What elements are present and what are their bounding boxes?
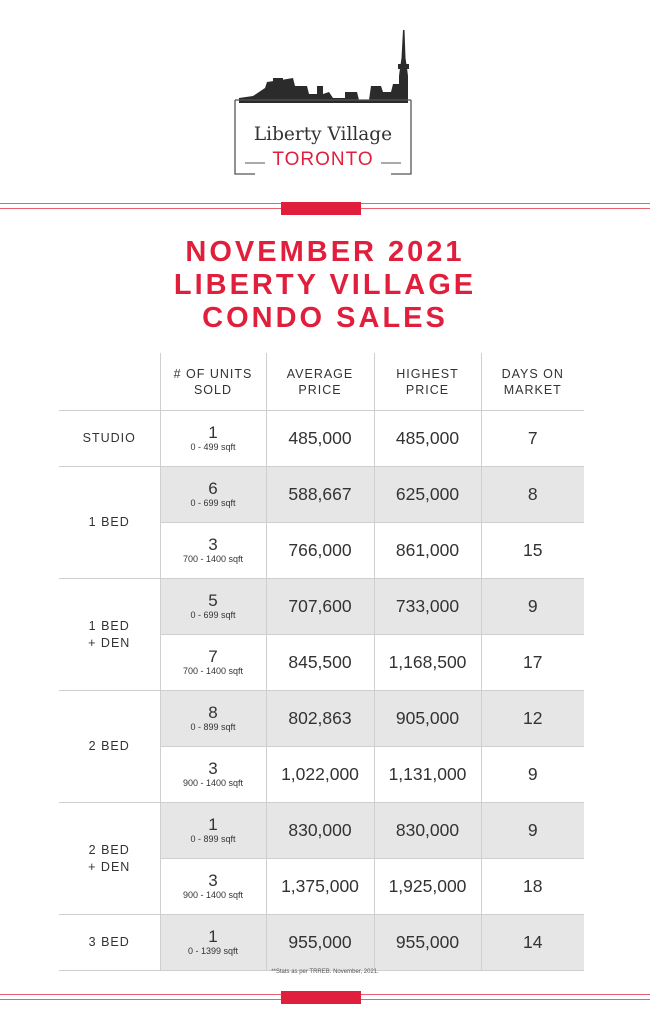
average-price-cell [266, 635, 374, 691]
highest-price-cell [374, 915, 481, 971]
unit-type-label: + DEN [88, 859, 131, 874]
headline-line: NOVEMBER 2021 [185, 236, 465, 268]
highest-price: 830,000 [395, 820, 460, 840]
days-on-market-cell [481, 915, 584, 971]
sqft-range: 900 - 1400 sqft [182, 778, 244, 788]
days-on-market-cell [481, 579, 584, 635]
table-row [59, 691, 584, 747]
highest-price: 955,000 [395, 932, 460, 952]
sqft-range: 0 - 899 sqft [190, 722, 236, 732]
logo-city: TORONTO [272, 149, 374, 170]
unit-type-cell [59, 467, 160, 579]
header-label: MARKET [503, 382, 562, 397]
highest-price: 1,168,500 [388, 652, 467, 672]
highest-price-cell [374, 411, 481, 467]
days-on-market-cell [481, 691, 584, 747]
unit-type-label: + DEN [88, 635, 131, 650]
average-price-cell [266, 411, 374, 467]
days-on-market-cell [481, 803, 584, 859]
average-price-cell [266, 747, 374, 803]
units-count: 7 [208, 647, 218, 666]
highest-price: 905,000 [395, 708, 460, 728]
units-count: 3 [208, 535, 218, 554]
days-on-market: 12 [523, 708, 543, 728]
average-price: 766,000 [288, 540, 352, 560]
units-sold-cell [160, 467, 266, 523]
average-price: 1,375,000 [281, 876, 359, 896]
highest-price-cell [374, 859, 481, 915]
header-unit-type [59, 353, 160, 411]
days-on-market: 17 [523, 652, 543, 672]
average-price: 845,500 [288, 652, 352, 672]
units-sold-cell [160, 411, 266, 467]
units-count: 6 [208, 479, 218, 498]
average-price-cell [266, 859, 374, 915]
header-label: # OF UNITS [173, 366, 253, 381]
average-price: 485,000 [288, 428, 352, 448]
average-price: 802,863 [288, 708, 352, 728]
table-header-row [59, 353, 584, 411]
highest-price: 1,925,000 [388, 876, 467, 896]
units-sold-cell [160, 523, 266, 579]
days-on-market: 9 [527, 820, 538, 840]
highest-price: 485,000 [395, 428, 460, 448]
sqft-range: 700 - 1400 sqft [182, 666, 244, 676]
days-on-market-cell [481, 523, 584, 579]
sqft-range: 900 - 1400 sqft [182, 890, 244, 900]
highest-price-cell [374, 523, 481, 579]
header-label: AVERAGE [286, 366, 354, 381]
days-on-market-cell [481, 747, 584, 803]
units-count: 1 [208, 927, 218, 946]
days-on-market: 14 [523, 932, 543, 952]
header-average-price [266, 353, 374, 411]
highest-price-cell [374, 579, 481, 635]
units-sold-cell [160, 803, 266, 859]
highest-price-cell [374, 691, 481, 747]
table-row [59, 467, 584, 523]
header-highest-price [374, 353, 481, 411]
days-on-market: 18 [523, 876, 543, 896]
units-count: 1 [208, 423, 218, 442]
average-price-cell [266, 579, 374, 635]
days-on-market-cell [481, 859, 584, 915]
header-label: PRICE [405, 382, 450, 397]
table-row [59, 411, 584, 467]
unit-type-label: 3 BED [88, 935, 130, 949]
sqft-range: 700 - 1400 sqft [182, 554, 244, 564]
average-price: 955,000 [288, 932, 352, 952]
bottom-rule-block [281, 991, 361, 1004]
unit-type-cell [59, 579, 160, 691]
unit-type-label: 2 BED [88, 739, 130, 753]
sqft-range: 0 - 699 sqft [190, 498, 236, 508]
headline-line: LIBERTY VILLAGE [173, 269, 477, 301]
units-sold-cell [160, 691, 266, 747]
units-count: 8 [208, 703, 218, 722]
sqft-range: 0 - 899 sqft [190, 834, 236, 844]
highest-price-cell [374, 747, 481, 803]
average-price-cell [266, 523, 374, 579]
average-price: 1,022,000 [281, 764, 359, 784]
highest-price-cell [374, 467, 481, 523]
days-on-market: 8 [527, 484, 538, 504]
header-label: DAYS ON [501, 366, 564, 381]
units-count: 3 [208, 759, 218, 778]
header-label: HIGHEST [396, 366, 459, 381]
highest-price: 625,000 [395, 484, 460, 504]
average-price: 588,667 [288, 484, 352, 504]
average-price: 830,000 [288, 820, 352, 840]
top-rule-block [281, 202, 361, 215]
units-count: 5 [208, 591, 218, 610]
days-on-market-cell [481, 411, 584, 467]
unit-type-label: STUDIO [82, 431, 136, 445]
unit-type-label: 1 BED [88, 515, 130, 529]
days-on-market: 9 [527, 596, 538, 616]
average-price-cell [266, 691, 374, 747]
table-row [59, 915, 584, 971]
units-sold-cell [160, 915, 266, 971]
highest-price: 733,000 [395, 596, 460, 616]
units-count: 3 [208, 871, 218, 890]
average-price-cell [266, 803, 374, 859]
days-on-market-cell [481, 467, 584, 523]
highest-price-cell [374, 635, 481, 691]
days-on-market-cell [481, 635, 584, 691]
days-on-market: 9 [527, 764, 538, 784]
sqft-range: 0 - 699 sqft [190, 610, 236, 620]
footnote: **Stats as per TRREB. November, 2021. [271, 969, 379, 975]
headline [0, 236, 650, 335]
highest-price-cell [374, 803, 481, 859]
condo-sales-table [59, 353, 584, 971]
highest-price: 1,131,000 [388, 764, 467, 784]
unit-type-label: 2 BED [88, 842, 130, 857]
units-sold-cell [160, 579, 266, 635]
headline-line: CONDO SALES [202, 302, 448, 334]
unit-type-cell [59, 691, 160, 803]
units-sold-cell [160, 635, 266, 691]
table-row [59, 803, 584, 859]
units-sold-cell [160, 859, 266, 915]
unit-type-cell [59, 915, 160, 971]
unit-type-cell [59, 411, 160, 467]
highest-price: 861,000 [395, 540, 460, 560]
unit-type-cell [59, 803, 160, 915]
logo-name: Liberty Village [253, 124, 393, 145]
header-label: PRICE [298, 382, 342, 397]
sqft-range: 0 - 1399 sqft [187, 946, 239, 956]
unit-type-label: 1 BED [88, 618, 130, 633]
average-price-cell [266, 467, 374, 523]
units-sold-cell [160, 747, 266, 803]
average-price: 707,600 [288, 596, 352, 616]
sqft-range: 0 - 499 sqft [190, 442, 236, 452]
header-days-on-market [481, 353, 584, 411]
days-on-market: 7 [527, 428, 538, 448]
units-count: 1 [208, 815, 218, 834]
liberty-village-logo [233, 28, 413, 178]
header-label: SOLD [193, 382, 233, 397]
header-units-sold [160, 353, 266, 411]
days-on-market: 15 [523, 540, 543, 560]
table-row [59, 579, 584, 635]
average-price-cell [266, 915, 374, 971]
